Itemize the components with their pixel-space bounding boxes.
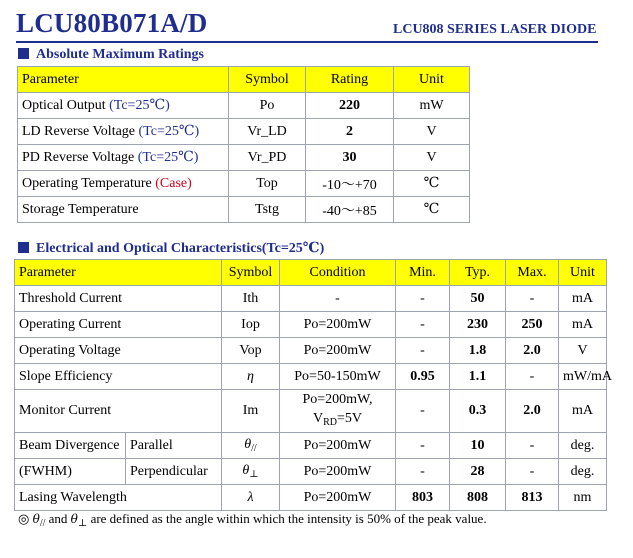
series-label: LCU808 SERIES LASER DIODE <box>393 22 597 37</box>
max-cell: 2.0 <box>506 390 559 433</box>
header-cell: Unit <box>394 67 470 93</box>
symbol-cell: λ <box>222 485 280 511</box>
header-cell: Parameter <box>18 67 229 93</box>
max-cell: - <box>506 459 559 485</box>
table-row <box>18 145 470 171</box>
max-cell: 2.0 <box>506 338 559 364</box>
footnote <box>18 511 487 529</box>
max-cell: - <box>506 433 559 459</box>
footnote-and: and <box>48 511 68 526</box>
symbol-cell: Ith <box>222 286 280 312</box>
header-cell: Condition <box>280 260 396 286</box>
unit-cell: nm <box>559 485 607 511</box>
symbol-cell: Vr_LD <box>229 119 306 145</box>
min-cell: - <box>396 433 450 459</box>
header-cell: Unit <box>559 260 607 286</box>
typ-cell: 1.1 <box>450 364 506 390</box>
typ-cell: 28 <box>450 459 506 485</box>
eo-header-row <box>15 260 607 286</box>
param-sub-cell: Parallel <box>126 433 222 459</box>
param-cell: Operating Current <box>15 312 222 338</box>
param-cell: Slope Efficiency <box>15 364 222 390</box>
min-cell: - <box>396 286 450 312</box>
param-cell: Lasing Wavelength <box>15 485 222 511</box>
symbol-cell: Im <box>222 390 280 433</box>
param-cell: Beam Divergence <box>15 433 126 459</box>
param-cell: Monitor Current <box>15 390 222 433</box>
param-cell: Threshold Current <box>15 286 222 312</box>
typ-cell: 1.8 <box>450 338 506 364</box>
theta-sub: ⊥ <box>77 518 88 529</box>
typ-cell: 50 <box>450 286 506 312</box>
unit-cell: ℃ <box>394 171 470 197</box>
symbol-cell: Vop <box>222 338 280 364</box>
eo-char-table <box>14 259 612 511</box>
condition-cell: - <box>280 286 396 312</box>
param-cell: PD Reverse Voltage (Tc=25℃) <box>18 145 229 171</box>
unit-cell: V <box>394 119 470 145</box>
table-row <box>15 286 607 312</box>
param-cell: LD Reverse Voltage (Tc=25℃) <box>18 119 229 145</box>
rating-cell: 2 <box>306 119 394 145</box>
max-cell: 250 <box>506 312 559 338</box>
theta-symbol: θ <box>70 512 78 526</box>
condition-cell: Po=200mW <box>280 338 396 364</box>
double-circle-icon: ◎ <box>18 511 30 526</box>
abs-header-row <box>18 67 470 93</box>
min-cell: 0.95 <box>396 364 450 390</box>
typ-cell: 10 <box>450 433 506 459</box>
condition-line: Po=200mW, <box>302 392 373 407</box>
unit-cell: mW <box>394 93 470 119</box>
table-row <box>15 338 607 364</box>
unit-cell: mA <box>559 286 607 312</box>
condition-cell: Po=200mW <box>280 459 396 485</box>
min-cell: - <box>396 312 450 338</box>
rating-cell: 220 <box>306 93 394 119</box>
unit-cell: V <box>394 145 470 171</box>
symbol-cell: Tstg <box>229 197 306 223</box>
param-cell: Operating Temperature (Case) <box>18 171 229 197</box>
rating-cell: -40～+85 <box>306 197 394 223</box>
min-cell: - <box>396 338 450 364</box>
max-cell: 813 <box>506 485 559 511</box>
param-cell: Operating Voltage <box>15 338 222 364</box>
header-cell: Min. <box>396 260 450 286</box>
symbol-cell: Vr_PD <box>229 145 306 171</box>
header-rule <box>16 41 598 43</box>
header-cell: Symbol <box>229 67 306 93</box>
param-sub-cell: Perpendicular <box>126 459 222 485</box>
unit-cell: mA <box>559 390 607 433</box>
condition-cell: Po=200mW <box>280 312 396 338</box>
unit-cell: ℃ <box>394 197 470 223</box>
square-bullet-icon <box>18 48 29 59</box>
table-row <box>15 364 607 390</box>
header-cell: Max. <box>506 260 559 286</box>
max-cell: - <box>506 286 559 312</box>
table-row <box>18 119 470 145</box>
header-cell: Typ. <box>450 260 506 286</box>
abs-section-title <box>18 47 204 63</box>
condition-cell: Po=50-150mW <box>280 364 396 390</box>
unit-cell: deg. <box>559 433 607 459</box>
symbol-cell: η <box>222 364 280 390</box>
condition-cell: Po=200mW <box>280 433 396 459</box>
theta-sub: // <box>39 518 46 529</box>
doc-title: LCU80B071A/D <box>16 8 208 38</box>
header-cell: Symbol <box>222 260 280 286</box>
min-cell: - <box>396 390 450 433</box>
unit-cell: V <box>559 338 607 364</box>
theta-symbol: θ <box>32 512 40 526</box>
max-cell: - <box>506 364 559 390</box>
table-row <box>15 485 607 511</box>
min-cell: - <box>396 459 450 485</box>
table-row <box>15 433 607 459</box>
unit-cell: deg. <box>559 459 607 485</box>
table-row <box>18 171 470 197</box>
header-cell: Rating <box>306 67 394 93</box>
table-row <box>15 459 607 485</box>
condition-cell <box>280 390 396 433</box>
unit-cell: mW/mA <box>559 364 607 390</box>
square-bullet-icon <box>18 242 29 253</box>
rating-cell: 30 <box>306 145 394 171</box>
typ-cell: 230 <box>450 312 506 338</box>
footnote-text: are defined as the angle within which the intensity is 50% of the peak value. <box>90 511 487 526</box>
symbol-cell: Top <box>229 171 306 197</box>
param-cell: Storage Temperature <box>18 197 229 223</box>
table-row <box>18 197 470 223</box>
abs-section-label: Absolute Maximum Ratings <box>36 47 205 62</box>
typ-cell: 808 <box>450 485 506 511</box>
symbol-cell: Po <box>229 93 306 119</box>
table-row <box>15 390 607 433</box>
header-cell: Parameter <box>15 260 222 286</box>
eo-section-label: Electrical and Optical Characteristics(Tc=25℃) <box>36 241 325 256</box>
eo-section-title <box>18 240 324 257</box>
symbol-cell: $\theta_{//}$ <box>222 433 280 459</box>
unit-cell: mA <box>559 312 607 338</box>
condition-cell: Po=200mW <box>280 485 396 511</box>
table-row <box>18 93 470 119</box>
symbol-cell: $\theta_\perp$ <box>222 459 280 485</box>
param-cell: Optical Output (Tc=25℃) <box>18 93 229 119</box>
abs-max-table <box>17 66 470 223</box>
symbol-cell: Iop <box>222 312 280 338</box>
min-cell: 803 <box>396 485 450 511</box>
rating-cell: -10～+70 <box>306 171 394 197</box>
condition-line: $V_{RD}=5V$ <box>312 411 363 428</box>
param-cell: (FWHM) <box>15 459 126 485</box>
table-row <box>15 312 607 338</box>
typ-cell: 0.3 <box>450 390 506 433</box>
